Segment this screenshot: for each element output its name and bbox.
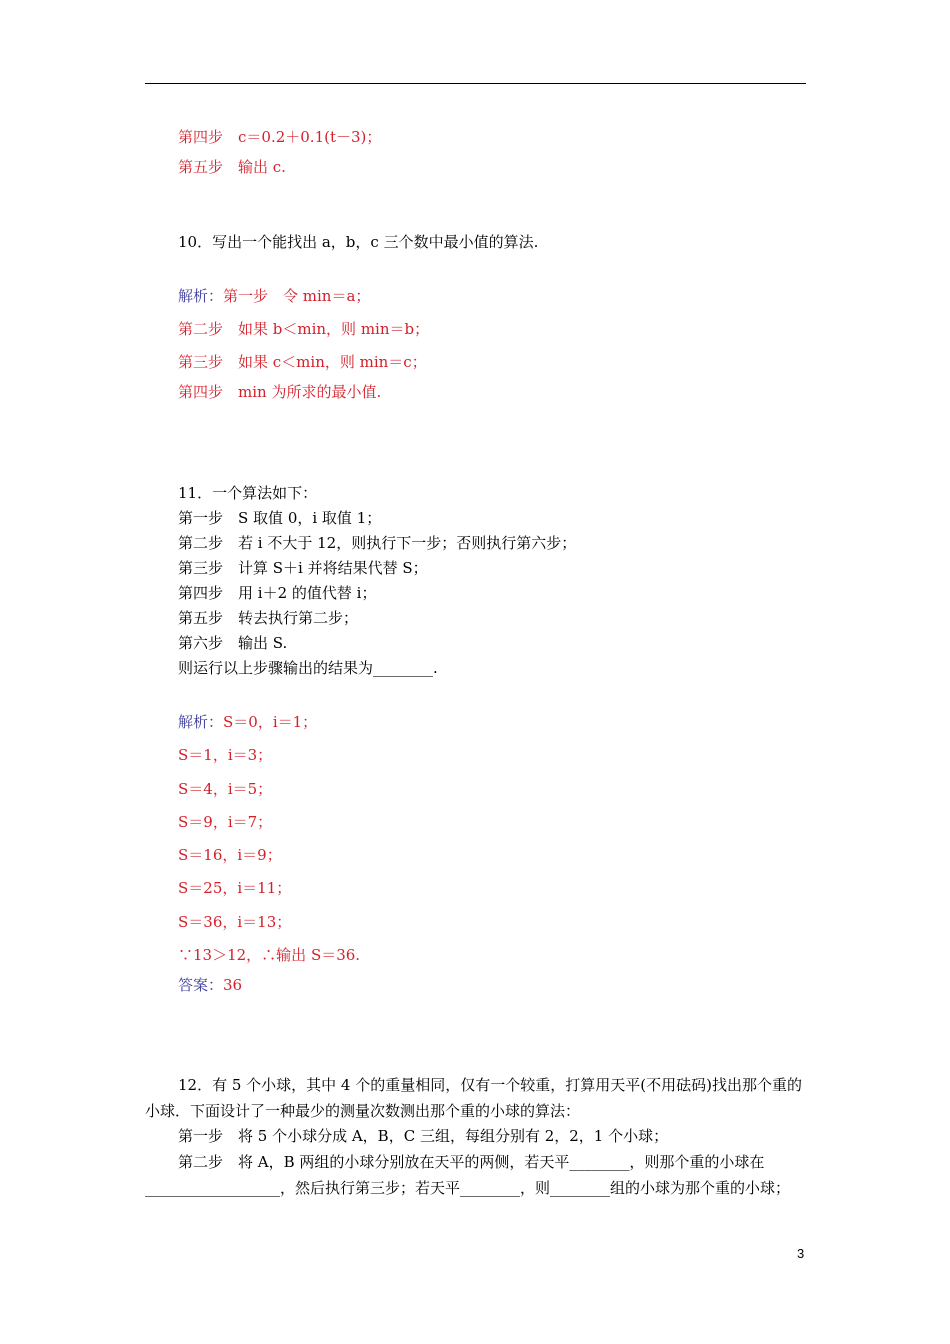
q10-solution-step: 第二步 如果 b＜min，则 min＝b； — [178, 320, 430, 338]
q11-solution-step: S＝25，i＝11； — [178, 879, 292, 897]
q12-paragraph-1: 12．有 5 个小球，其中 4 个的重量相同，仅有一个较重，打算用天平(不用砝码)找出那个重的小球．下面设计了一种最少的测量次数测出那个重的小球的算法： — [145, 1076, 802, 1120]
q11-solution-step: S＝0，i＝1； — [223, 713, 318, 731]
q11-line: 第三步 计算 S＋i 并将结果代替 S； — [178, 559, 428, 577]
q11-solution-step: S＝9，i＝7； — [178, 813, 273, 831]
q10-solution-first — [178, 286, 370, 306]
q10-question: 10．写出一个能找出 a，b，c 三个数中最小值的算法. — [178, 233, 539, 251]
q11-line: 则运行以上步骤输出的结果为________. — [178, 659, 438, 677]
page-number: 3 — [797, 1246, 805, 1261]
q11-line: 第六步 输出 S. — [178, 634, 288, 652]
q11-line: 第一步 S 取值 0，i 取值 1； — [178, 509, 382, 527]
step-4-text: 第四步 c＝0.2＋0.1(t－3)； — [178, 128, 382, 146]
q11-line: 11．一个算法如下： — [178, 484, 318, 502]
q11-solution-step: ∵13＞12，∴输出 S＝36. — [178, 946, 361, 964]
step-5-text: 第五步 输出 c. — [178, 158, 286, 176]
q11-solution-step: S＝1，i＝3； — [178, 746, 273, 764]
solution-label: 解析： — [178, 713, 224, 731]
q11-solution-step: S＝4，i＝5； — [178, 780, 273, 798]
q10-solution-step: 第四步 min 为所求的最小值. — [178, 383, 382, 401]
answer-value: 36 — [223, 976, 243, 994]
q11-solution-step: S＝16，i＝9； — [178, 846, 282, 864]
q11-answer — [178, 975, 242, 995]
q11-line: 第二步 若 i 不大于 12，则执行下一步；否则执行第六步； — [178, 534, 577, 552]
answer-label: 答案： — [178, 976, 224, 994]
q11-line: 第五步 转去执行第二步； — [178, 609, 359, 627]
q12-step-2: 第二步 将 A，B 两组的小球分别放在天平的两侧，若天平________，则那个重的小球在__________________，然后执行第三步；若天平________，则________组的小球为那个重的小球； — [145, 1153, 791, 1197]
q11-line: 第四步 用 i＋2 的值代替 i； — [178, 584, 377, 602]
q11-solution-first — [178, 712, 317, 732]
q11-solution-step: S＝36，i＝13； — [178, 913, 292, 931]
solution-label: 解析： — [178, 287, 224, 305]
q10-solution-step: 第三步 如果 c＜min，则 min＝c； — [178, 353, 427, 371]
q10-solution-step: 第一步 令 min＝a； — [223, 287, 371, 305]
q12-step-1: 第一步 将 5 个小球分成 A，B，C 三组，每组分别有 2，2，1 个小球； — [178, 1127, 669, 1145]
header-rule — [145, 83, 806, 84]
